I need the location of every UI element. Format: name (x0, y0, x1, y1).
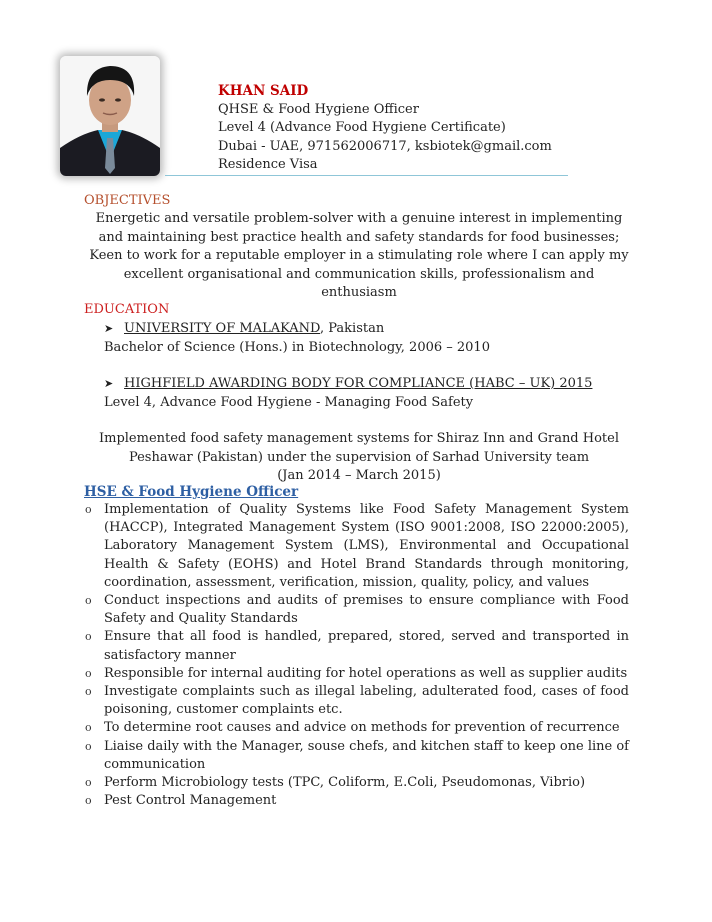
institution-name: UNIVERSITY OF MALAKAND (124, 321, 320, 336)
circle-bullet-icon: o (85, 721, 92, 735)
list-item: o Investigate complaints such as illegal labeling, adulterated food, cases of food poisoning, customer complaints etc. (85, 684, 629, 718)
objectives-text: Energetic and versatile problem-solver with a genuine interest in implementing and maintaining best practice health and safety standards for food businesses; Keen to work for a reputable employer in a stimulating role where I can apply my excellent organisational and communication skills, professionalism and enthusiasm (89, 211, 629, 301)
candidate-name: KHAN SAID (218, 83, 309, 99)
circle-bullet-icon: o (85, 739, 92, 753)
list-item: o To determine root causes and advice on methods for prevention of recurrence (84, 719, 629, 737)
arrow-bullet-icon: ➤ (104, 377, 114, 390)
project-line: Implemented food safety management systems for Shiraz Inn and Grand Hotel (98, 431, 620, 446)
objectives-heading: OBJECTIVES (84, 193, 171, 208)
circle-bullet-icon: o (85, 666, 92, 680)
certification-level: Level 4 (Advance Food Hygiene Certificate) (218, 120, 506, 136)
circle-bullet-icon: o (85, 630, 92, 644)
job-headline: QHSE & Food Hygiene Officer (218, 101, 419, 117)
circle-bullet-icon: o (85, 685, 92, 699)
circle-bullet-icon: o (85, 594, 92, 608)
list-item: o Conduct inspections and audits of premises to ensure compliance with Food Safety and Quality Standards (85, 593, 629, 627)
duties-list (84, 501, 629, 810)
list-item: o Implementation of Quality Systems like Food Safety Management System (HACCP), Integrated Management System (ISO 9001:2008, ISO 22000:2005), Laboratory Management System (LMS), Environmental and Occupational Health & Safety (EOHS) and Hotel Brand Standards through monitoring, coordination, assessment, verification, mission, quality, policy, and values (85, 502, 629, 590)
education-item (104, 375, 592, 412)
circle-bullet-icon: o (85, 503, 92, 516)
project-line: Peshawar (Pakistan) under the supervision of Sarhad University team (128, 449, 590, 465)
list-item: o Responsible for internal auditing for hotel operations as well as supplier audits (84, 665, 629, 683)
list-item: o Liaise daily with the Manager, souse chefs, and kitchen staff to keep one line of communication (85, 738, 629, 772)
person-portrait-icon (60, 56, 160, 176)
header-divider (165, 175, 568, 176)
contact-info: Dubai - UAE, 971562006717, ksbiotek@gmail.com (218, 138, 552, 154)
institution-name: HIGHFIELD AWARDING BODY FOR COMPLIANCE (HABC – UK) 2015 (124, 376, 593, 391)
circle-bullet-icon: o (85, 776, 92, 790)
list-item: o Ensure that all food is handled, prepared, stored, served and transported in satisfactory manner (85, 629, 629, 663)
institution-location: , Pakistan (320, 321, 385, 336)
circle-bullet-icon: o (85, 794, 92, 808)
arrow-bullet-icon: ➤ (104, 322, 114, 335)
profile-photo (60, 56, 160, 176)
list-item: o Perform Microbiology tests (TPC, Coliform, E.Coli, Pseudomonas, Vibrio) (84, 774, 629, 792)
visa-status: Residence Visa (218, 157, 318, 173)
education-heading: EDUCATION (84, 302, 170, 317)
contact-header (218, 82, 552, 175)
education-item (104, 320, 490, 357)
list-item: o Pest Control Management (84, 792, 629, 810)
degree-detail: Bachelor of Science (Hons.) in Biotechnology, 2006 – 2010 (104, 339, 490, 355)
degree-detail: Level 4, Advance Food Hygiene - Managing Food Safety (104, 394, 474, 410)
project-dates: (Jan 2014 – March 2015) (277, 468, 441, 484)
project-summary (84, 430, 634, 486)
job-title: HSE & Food Hygiene Officer (84, 484, 299, 500)
